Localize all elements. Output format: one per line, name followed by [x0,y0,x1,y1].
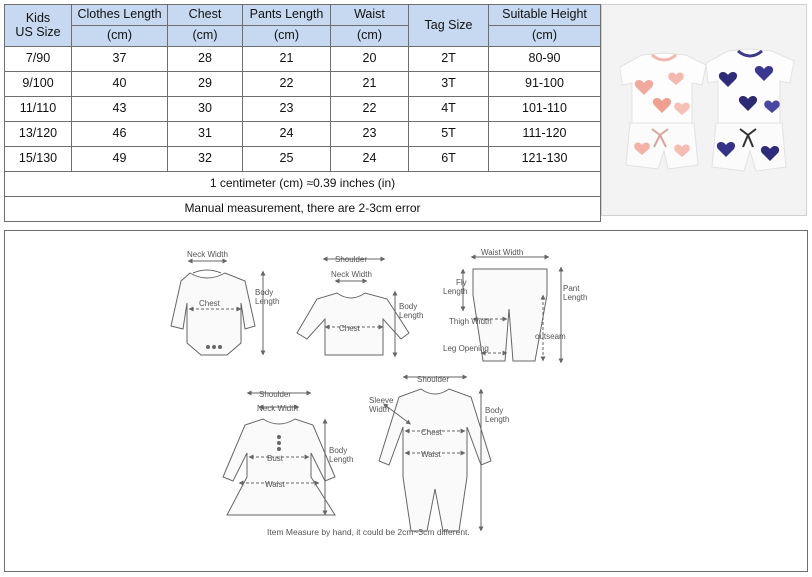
table-cell: 91-100 [489,72,601,97]
measurement-guide [4,230,808,572]
romper-shoulder-label: Shoulder [417,375,450,384]
table-row [5,97,601,122]
table-cell: 21 [331,72,409,97]
romper-body-label: Body [485,406,504,415]
table-cell: 23 [331,122,409,147]
pants-outseam-label: outseam [535,332,566,341]
table-cell: 24 [331,147,409,172]
romper-chest-label: Chest [421,428,442,437]
romper-waist-label: Waist [421,450,441,459]
table-cell: 6T [409,147,489,172]
table-cell: 25 [243,147,331,172]
shirt-chest-label: Chest [339,324,360,333]
table-cell: 20 [331,47,409,72]
table-cell: 28 [168,47,243,72]
table-cell: 4T [409,97,489,122]
table-cell: 111-120 [489,122,601,147]
dress-waist-label: Waist [265,480,285,489]
romper-length-label: Length [485,415,510,424]
diagram-footnote: Item Measure by hand, it could be 2cm~3cm different. [267,527,470,537]
pants-waist-width-label: Waist Width [481,248,524,257]
shirt-shoulder-label: Shoulder [335,255,368,264]
romper-sleeve-width-label: Width [369,405,390,414]
table-cell: 32 [168,147,243,172]
product-photo [601,4,807,216]
pants-fly-label: Fly [456,278,467,287]
pants-thigh-width-label: Thigh Width [449,317,492,326]
error-note-row [5,197,601,222]
header-unit: (cm) [168,26,243,47]
bodysuit-chest-label: Chest [199,299,220,308]
table-cell: 3T [409,72,489,97]
table-cell: 30 [168,97,243,122]
table-cell: 13/120 [5,122,72,147]
shirt-neck-width-label: Neck Width [331,270,372,279]
table-cell: 23 [243,97,331,122]
header-waist: Waist [331,5,409,26]
table-cell: 21 [243,47,331,72]
table-cell: 29 [168,72,243,97]
table-cell: 22 [331,97,409,122]
table-cell: 49 [72,147,168,172]
bodysuit-neck-width-label: Neck Width [187,250,228,259]
header-kids-us-size: Kids US Size [5,5,72,47]
pants-leg-opening-label: Leg Opening [443,344,489,353]
size-chart-table [4,4,601,222]
table-row [5,147,601,172]
header-pants-length: Pants Length [243,5,331,26]
table-header-row [5,5,601,26]
measurement-guide-illustration [5,231,807,571]
table-header-units-row [5,26,601,47]
table-row [5,72,601,97]
shirt-body-label: Body [399,302,418,311]
table-cell: 11/110 [5,97,72,122]
dress-bust-label: Bust [267,454,284,463]
dress-shoulder-label: Shoulder [259,390,292,399]
table-cell: 101-110 [489,97,601,122]
measurement-error-note: Manual measurement, there are 2-3cm error [5,197,601,222]
header-suitable-height: Suitable Height [489,5,601,26]
header-chest: Chest [168,5,243,26]
table-cell: 15/130 [5,147,72,172]
shirt-length-label: Length [399,311,424,320]
table-cell: 9/100 [5,72,72,97]
table-cell: 5T [409,122,489,147]
table-cell: 2T [409,47,489,72]
conversion-note: 1 centimeter (cm) ≈0.39 inches (in) [5,172,601,197]
product-photo-illustration [602,5,806,215]
table-cell: 121-130 [489,147,601,172]
table-cell: 7/90 [5,47,72,72]
header-unit: (cm) [243,26,331,47]
table-cell: 80-90 [489,47,601,72]
header-tag-size: Tag Size [409,5,489,47]
header-unit: (cm) [331,26,409,47]
table-cell: 24 [243,122,331,147]
header-clothes-length: Clothes Length [72,5,168,26]
dress-neck-width-label: Neck Width [257,404,298,413]
table-cell: 22 [243,72,331,97]
romper-sleeve-label: Sleeve [369,396,394,405]
table-row [5,122,601,147]
table-cell: 40 [72,72,168,97]
table-cell: 37 [72,47,168,72]
dress-body-label: Body [329,446,348,455]
bodysuit-length-label: Length [255,297,280,306]
dress-length-label: Length [329,455,354,464]
header-unit: (cm) [72,26,168,47]
table-row [5,47,601,72]
table-cell: 43 [72,97,168,122]
header-unit: (cm) [489,26,601,47]
pants-pant-label: Pant [563,284,580,293]
table-cell: 46 [72,122,168,147]
bodysuit-figure [171,261,263,355]
bodysuit-body-label: Body [255,288,274,297]
table-cell: 31 [168,122,243,147]
conversion-note-row [5,172,601,197]
pants-fly-length-label: Length [443,287,468,296]
pants-pant-length-label: Length [563,293,588,302]
